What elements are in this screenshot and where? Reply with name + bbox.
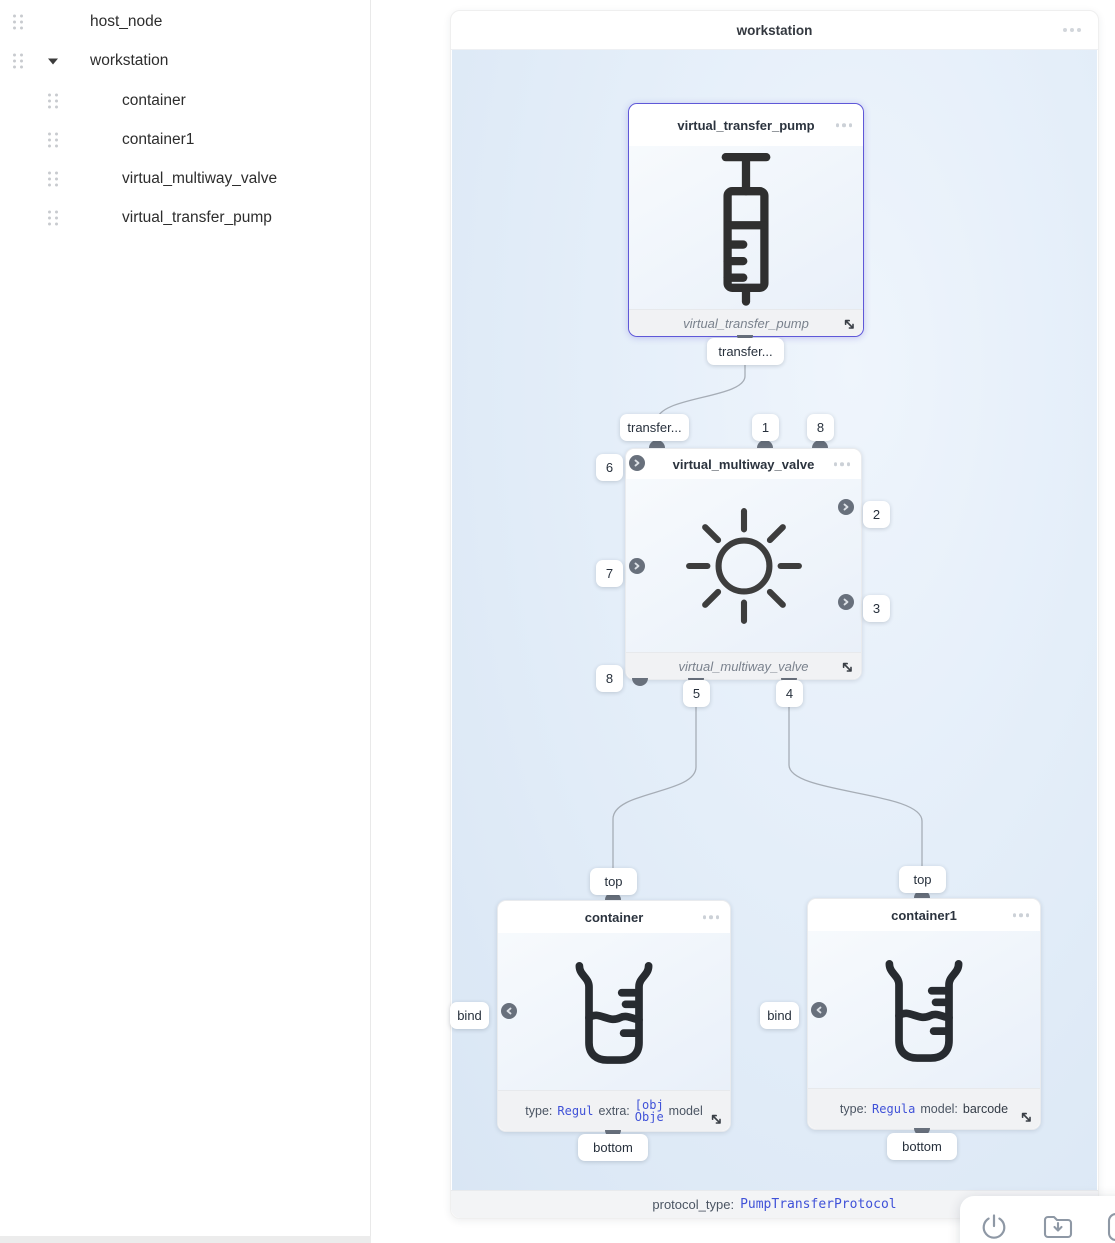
ellipsis-menu-icon[interactable] <box>703 915 720 919</box>
workstation-panel-header <box>451 11 1098 50</box>
folder-download-button[interactable] <box>1042 1212 1074 1242</box>
tree-item-container[interactable] <box>0 82 370 120</box>
field-model-label: model: <box>920 1102 958 1116</box>
tree-item-workstation[interactable] <box>0 42 370 80</box>
node-title: virtual_multiway_valve <box>672 456 815 472</box>
resize-handle-icon[interactable] <box>842 317 856 331</box>
protocol-type-label: protocol_type: <box>652 1197 735 1212</box>
node-fields <box>808 1102 1040 1116</box>
resize-handle-icon[interactable] <box>709 1112 723 1126</box>
beaker-icon <box>874 955 974 1065</box>
node-title: container <box>584 909 644 925</box>
node-virtual-transfer-pump[interactable] <box>628 103 864 337</box>
tree-item-label[interactable]: host_node <box>90 13 163 30</box>
drag-handle-icon[interactable] <box>48 94 58 109</box>
port-label-valve-1[interactable]: 1 <box>752 414 779 441</box>
port-label-valve-4[interactable]: 4 <box>776 680 803 707</box>
node-header[interactable] <box>808 899 1040 931</box>
port-label-valve-2[interactable]: 2 <box>863 501 890 528</box>
field-type-value: Regul <box>557 1104 594 1118</box>
port-label-valve-8-bottom[interactable]: 8 <box>596 665 623 692</box>
tree-item-label[interactable]: virtual_transfer_pump <box>122 209 272 226</box>
tree-item-virtual-multiway-valve[interactable] <box>0 160 370 198</box>
tree-item-container1[interactable] <box>0 121 370 159</box>
tree-item-label[interactable]: virtual_multiway_valve <box>122 170 278 187</box>
field-type-label: type: <box>839 1102 868 1116</box>
node-body <box>808 931 1040 1088</box>
port-label-container1-bind[interactable]: bind <box>760 1002 799 1029</box>
port-label-valve-7[interactable]: 7 <box>596 560 623 587</box>
drag-handle-icon[interactable] <box>48 172 58 187</box>
node-fields <box>498 1099 730 1123</box>
port-valve-6[interactable] <box>629 455 645 471</box>
tree-item-label[interactable]: container <box>122 92 186 109</box>
node-header[interactable] <box>626 449 861 479</box>
port-label-pump-transfer[interactable]: transfer... <box>707 338 784 365</box>
port-label-container1-top[interactable]: top <box>899 866 946 893</box>
canvas-toolbar <box>960 1196 1115 1243</box>
beaker-icon <box>564 957 664 1067</box>
ellipsis-menu-icon[interactable] <box>836 123 853 127</box>
node-container1[interactable] <box>807 898 1041 1130</box>
node-container[interactable] <box>497 900 731 1132</box>
tree-item-virtual-transfer-pump[interactable] <box>0 199 370 237</box>
field-model-label: model <box>668 1104 703 1118</box>
node-footer-name: virtual_multiway_valve <box>678 658 809 674</box>
port-label-valve-8-top[interactable]: 8 <box>807 414 834 441</box>
port-label-valve-5[interactable]: 5 <box>683 680 710 707</box>
drag-handle-icon[interactable] <box>48 211 58 226</box>
field-type-value: Regula <box>872 1102 916 1116</box>
chevron-right-icon <box>845 505 848 510</box>
port-label-valve-6[interactable]: 6 <box>596 454 623 481</box>
node-body <box>498 933 730 1090</box>
chevron-right-icon <box>845 600 848 605</box>
tree-item-host-node[interactable] <box>0 3 370 41</box>
node-virtual-multiway-valve[interactable] <box>625 448 862 680</box>
chevron-left-icon <box>818 1008 821 1013</box>
port-label-valve-3[interactable]: 3 <box>863 595 890 622</box>
port-valve-7[interactable] <box>629 558 645 574</box>
port-valve-3[interactable] <box>838 594 854 610</box>
node-tree-sidebar <box>0 0 371 1243</box>
node-footer <box>498 1090 730 1131</box>
port-label-container-top[interactable]: top <box>590 868 637 895</box>
node-title: virtual_transfer_pump <box>677 117 815 133</box>
field-model-value: barcode <box>962 1102 1009 1116</box>
ellipsis-menu-icon[interactable] <box>1063 28 1081 32</box>
tree-item-label[interactable]: container1 <box>122 131 195 148</box>
node-footer <box>629 309 863 336</box>
node-footer-name: virtual_transfer_pump <box>683 315 809 331</box>
valve-icon <box>683 505 805 627</box>
chevron-left-icon <box>508 1009 511 1014</box>
clipped-toolbar-button[interactable] <box>1107 1212 1115 1242</box>
chevron-right-icon <box>636 564 639 569</box>
port-valve-2[interactable] <box>838 499 854 515</box>
syringe-icon <box>700 149 792 307</box>
node-header[interactable] <box>498 901 730 933</box>
field-extra-value: [obj Obje <box>634 1099 664 1123</box>
port-label-container-bind[interactable]: bind <box>450 1002 489 1029</box>
port-label-valve-transfer[interactable]: transfer... <box>620 414 689 441</box>
chevron-right-icon <box>636 461 639 466</box>
port-label-container-bottom[interactable]: bottom <box>578 1134 648 1161</box>
drag-handle-icon[interactable] <box>48 133 58 148</box>
port-container-bind[interactable] <box>501 1003 517 1019</box>
node-body <box>629 146 863 309</box>
ellipsis-menu-icon[interactable] <box>834 462 851 466</box>
node-title: container1 <box>891 907 957 923</box>
field-type-label: type: <box>525 1104 553 1118</box>
panel-title: workstation <box>736 22 813 38</box>
node-body <box>626 479 861 652</box>
protocol-type-value: PumpTransferProtocol <box>740 1197 897 1212</box>
drag-handle-icon[interactable] <box>13 54 23 69</box>
caret-down-icon[interactable] <box>48 58 58 64</box>
resize-handle-icon[interactable] <box>1019 1110 1033 1124</box>
power-button[interactable] <box>979 1212 1009 1242</box>
drag-handle-icon[interactable] <box>13 15 23 30</box>
node-footer <box>808 1088 1040 1129</box>
resize-handle-icon[interactable] <box>840 660 854 674</box>
tree-item-label[interactable]: workstation <box>90 52 169 69</box>
node-header[interactable] <box>629 104 863 146</box>
horizontal-scrollbar[interactable] <box>0 1236 371 1243</box>
field-extra-label: extra: <box>598 1104 630 1118</box>
ellipsis-menu-icon[interactable] <box>1013 913 1030 917</box>
port-label-container1-bottom[interactable]: bottom <box>887 1133 957 1160</box>
port-container1-bind[interactable] <box>811 1002 827 1018</box>
node-footer <box>626 652 861 679</box>
